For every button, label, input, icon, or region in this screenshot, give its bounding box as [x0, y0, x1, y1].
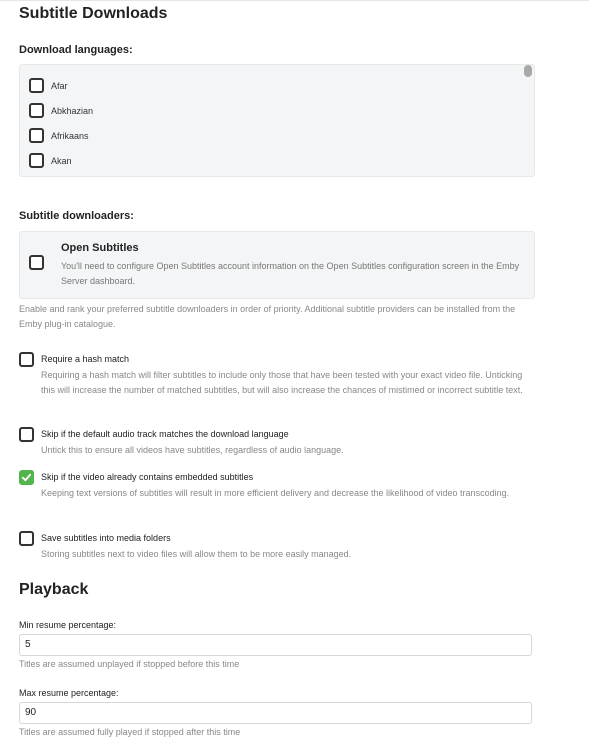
- option-label: Skip if the default audio track matches the download language: [41, 429, 289, 439]
- option-description: Storing subtitles next to video files will allow them to be more easily managed.: [41, 549, 352, 559]
- language-option-abkhazian[interactable]: [29, 98, 534, 123]
- language-option-afrikaans[interactable]: [29, 123, 534, 148]
- option-skip-embedded-subtitles[interactable]: [19, 470, 529, 516]
- option-label: Save subtitles into media folders: [41, 533, 171, 543]
- option-label: Skip if the video already contains embedded subtitles: [41, 472, 254, 482]
- max-resume-label: Max resume percentage:: [19, 688, 119, 698]
- provider-name: Open Subtitles: [61, 242, 139, 254]
- max-resume-input[interactable]: 90: [19, 702, 532, 724]
- language-label: Afar: [51, 80, 68, 91]
- language-option-afar[interactable]: [29, 73, 534, 98]
- min-resume-label: Min resume percentage:: [19, 620, 117, 630]
- language-label: Abkhazian: [51, 105, 94, 116]
- scrollbar-thumb[interactable]: [524, 65, 532, 77]
- downloaders-help-text: Enable and rank your preferred subtitle downloaders in order of priority. Additional subtitle providers can be installed from the Emby plug-in catalogue.: [19, 304, 516, 329]
- subtitle-downloads-title: Subtitle Downloads: [19, 5, 168, 22]
- language-label: Afrikaans: [51, 130, 89, 141]
- option-label: Require a hash match: [41, 354, 130, 364]
- min-resume-help: Titles are assumed unplayed if stopped before this time: [19, 659, 240, 669]
- provider-checkbox[interactable]: [29, 255, 44, 270]
- language-checkbox[interactable]: [29, 78, 44, 93]
- language-checkbox[interactable]: [29, 153, 44, 168]
- playback-title: Playback: [19, 581, 89, 598]
- provider-open-subtitles[interactable]: [19, 231, 535, 299]
- language-label: Akan: [51, 155, 72, 166]
- skip-embedded-subtitles-checkbox[interactable]: [19, 470, 34, 485]
- require-hash-match-checkbox[interactable]: [19, 352, 34, 367]
- save-subtitles-checkbox[interactable]: [19, 531, 34, 546]
- option-skip-default-audio[interactable]: [19, 427, 529, 459]
- languages-scrollbar[interactable]: [524, 65, 532, 176]
- language-checkbox[interactable]: [29, 103, 44, 118]
- checkmark-icon: [21, 472, 32, 483]
- min-resume-input[interactable]: 5: [19, 634, 532, 656]
- provider-description: You'll need to configure Open Subtitles account information on the Open Subtitles configuration screen in the Emby Server dashboard.: [61, 261, 520, 286]
- subtitle-downloaders-label: Subtitle downloaders:: [19, 210, 134, 222]
- download-languages-label: Download languages:: [19, 44, 133, 56]
- download-languages-list[interactable]: [19, 64, 535, 177]
- language-option-akan[interactable]: [29, 148, 534, 173]
- option-description: Requiring a hash match will filter subtitles to include only those that have been tested with your exact video file. Unticking this will increase the number of matched subtitles, but will also increase the chances of mistimed or incorrect subtitle text.: [41, 370, 523, 395]
- language-checkbox[interactable]: [29, 128, 44, 143]
- max-resume-help: Titles are assumed fully played if stopped after this time: [19, 727, 241, 737]
- skip-default-audio-checkbox[interactable]: [19, 427, 34, 442]
- option-description: Keeping text versions of subtitles will result in more efficient delivery and decrease the likelihood of video transcoding.: [41, 488, 510, 498]
- option-require-hash-match[interactable]: [19, 352, 529, 412]
- option-description: Untick this to ensure all videos have subtitles, regardless of audio language.: [41, 445, 344, 455]
- option-save-subtitles-media-folders[interactable]: [19, 531, 529, 563]
